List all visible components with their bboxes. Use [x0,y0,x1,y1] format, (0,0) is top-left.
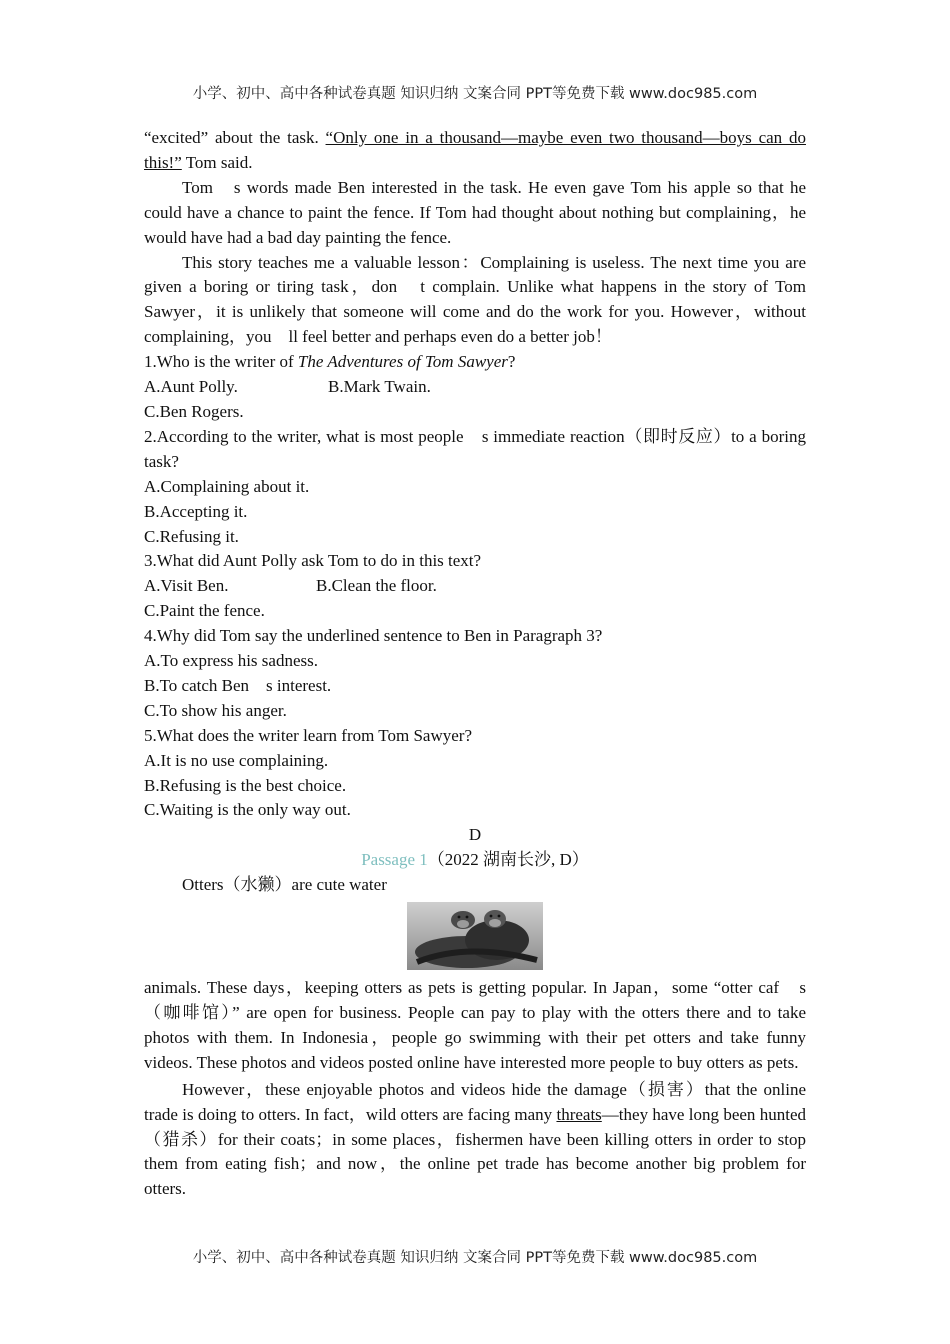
option-a: A.It is no use complaining. [144,750,329,770]
otters-photo [407,902,543,970]
option-a: A.Visit Ben. [144,576,229,596]
page-content [144,126,806,1202]
passage-d-start: Otters（水獭）are cute water [182,875,387,895]
option-b: B.Refusing is the best choice. [144,775,347,795]
underlined-sentence: “Only one in a thousand—maybe even two thousand—boys can do this!” [144,128,806,172]
option-b: B.To catch Ben s interest. [144,675,332,695]
page-footer: 小学、初中、高中各种试卷真题 知识归纳 文案合同 PPT等免费下载 www.doc985.com [192,1250,758,1266]
question-2: 2.According to the writer, what is most people s immediate reaction（即时反应）to a boring task? [144,426,806,471]
option-c: C.To show his anger. [144,700,287,720]
question-1: 1.Who is the writer of The Adventures of Tom Sawyer? [144,352,516,372]
option-c: C.Waiting is the only way out. [144,800,351,820]
question-5: 5.What does the writer learn from Tom Sawyer? [144,725,472,745]
passage-d-paragraph-1: animals. These days，keeping otters as pets is getting popular. In Japan，some “otter caf s（咖啡馆）” are open for business. People can pay to play with the otters there and to take photos with them. In Indonesia，people go swimming with their pet otters and take funny videos. These photos and videos posted online have interested more people to buy otters as pets. [144,978,806,1072]
paragraph-3: This story teaches me a valuable lesson：Complaining is useless. The next time you are given a boring or tiring task，don t complain. Unlike what happens in the story of Tom Sawyer，it is unlikely that someone will come and do the work for you. However，without complaining，you ll feel better and perhaps even do a better job！ [144,252,806,347]
passage-source: Passage 1（2022 湖南长沙, D） [361,850,589,870]
paragraph-1: “excited” about the task. “Only one in a thousand—maybe even two thousand—boys can do this!” Tom said. [144,128,806,172]
passage-d-paragraph-2: However，these enjoyable photos and videos hide the damage（损害）that the online trade is doing to otters. In fact，wild otters are facing many threats—they have long been hunted（猎杀）for their coats；in some places，fishermen have been killing otters in order to stop them from eating fish；and now，the online pet trade has become another big problem for otters. [144,1079,806,1199]
option-a: A.Complaining about it. [144,476,310,496]
option-b: B.Mark Twain. [328,377,431,397]
option-c: C.Ben Rogers. [144,401,244,421]
paragraph-2: Tom s words made Ben interested in the task. He even gave Tom his apple so that he could have a chance to paint the fence. If Tom had thought about nothing but complaining，he would have had a bad day painting the fence. [144,177,806,247]
option-c: C.Paint the fence. [144,601,265,621]
option-a: A.Aunt Polly. [144,377,238,397]
page-header: 小学、初中、高中各种试卷真题 知识归纳 文案合同 PPT等免费下载 www.doc985.com [192,86,758,102]
passage-tag: Passage 1 [361,850,428,870]
question-4: 4.Why did Tom say the underlined sentence to Ben in Paragraph 3? [144,626,603,646]
question-1-options-ab [144,375,806,400]
question-3: 3.What did Aunt Polly ask Tom to do in this text? [144,551,482,571]
underlined-word: threats [556,1104,602,1124]
option-b: B.Accepting it. [144,501,248,521]
question-3-options-ab [144,574,806,599]
option-c: C.Refusing it. [144,526,239,546]
section-letter: D [468,825,482,845]
option-b: B.Clean the floor. [316,576,437,596]
option-a: A.To express his sadness. [144,651,318,671]
